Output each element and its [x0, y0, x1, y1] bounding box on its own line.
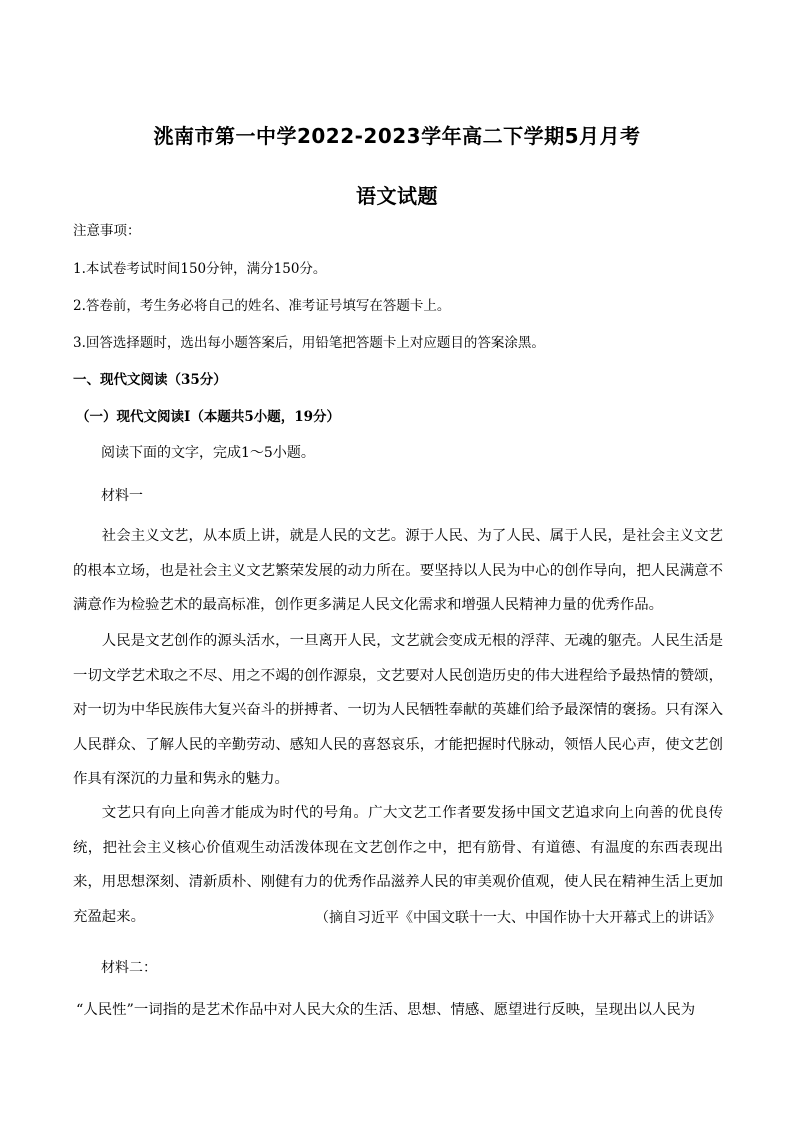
material1-paragraph: 人民是文艺创作的源头活水，一旦离开人民，文艺就会变成无根的浮萍、无魂的躯壳。人民生活是一切文学艺术取之不尽、用之不竭的创作源泉，文艺要对人民创造历史的伟大进程给予最热情的赞颂，对一切为中华民族伟大复兴奋斗的拼搏者、一切为人民牺牲奉献的英雄们给予最深情的褒扬。只有深入人民群众、了解人民的辛勤劳动、感知人民的喜怒哀乐，才能把握时代脉动，领悟人民心声，使文艺创作具有深沉的力量和隽永的魅力。 — [73, 633, 723, 787]
material2-label: 材料二： — [101, 960, 157, 976]
notice-item: 2.答卷前，考生务必将自己的姓名、准考证号填写在答题卡上。 — [73, 298, 451, 314]
notice-item: 1.本试卷考试时间150分钟，满分150分。 — [73, 261, 327, 277]
reading-instruction: 阅读下面的文字，完成1～5小题。 — [101, 445, 315, 461]
notice-heading: 注意事项： — [73, 223, 141, 239]
notice-item: 3.回答选择题时，选出每小题答案后，用铅笔把答题卡上对应题目的答案涂黑。 — [73, 335, 545, 351]
material1-paragraph: 文艺只有向上向善才能成为时代的号角。广大文艺工作者要发扬中国文艺追求向上向善的优良传统，把社会主义核心价值观生动活泼体现在文艺创作之中，把有筋骨、有道德、有温度的东西表现出来，用思想深刻、清新质朴、刚健有力的优秀作品滋养人民的审美观价值观，使人民在精神生活上更加充盈起来。 — [73, 805, 723, 925]
section-subheading: （一）现代文阅读Ⅰ（本题共5小题，19分） — [76, 409, 340, 425]
material1-paragraph: 社会主义文艺，从本质上讲，就是人民的文艺。源于人民、为了人民、属于人民，是社会主义文艺的根本立场，也是社会主义文艺繁荣发展的动力所在。要坚持以人民为中心的创作导向，把人民满意不满意作为检验艺术的最高标准，创作更多满足人民文化需求和增强人民精神力量的优秀作品。 — [73, 528, 723, 613]
exam-title: 洮南市第一中学2022-2023学年高二下学期5月月考 — [153, 124, 641, 148]
material1-label: 材料一 — [101, 488, 143, 504]
material1-source: （摘自习近平《中国文联十一大、中国作协十大开幕式上的讲话》 — [315, 910, 721, 926]
material2-paragraph: “人民性”一词指的是艺术作品中对人民大众的生活、思想、情感、愿望进行反映，呈现出以人民为 — [76, 1002, 696, 1018]
exam-subtitle: 语文试题 — [356, 184, 438, 208]
section-heading: 一、现代文阅读（35分） — [73, 372, 227, 388]
